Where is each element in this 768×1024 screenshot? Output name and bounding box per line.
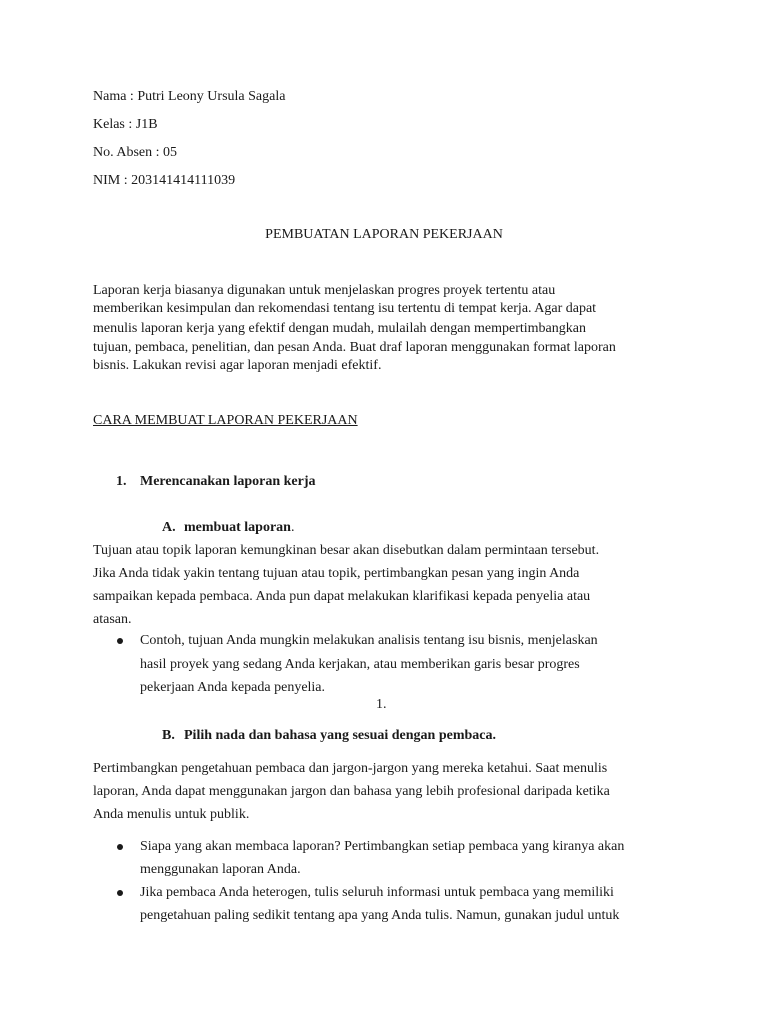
bullet-line: pekerjaan Anda kepada penyelia. xyxy=(140,680,326,695)
intro-line: memberikan kesimpulan dan rekomendasi tentang isu tertentu di tempat kerja. Agar dapat xyxy=(93,301,597,316)
bullet-icon xyxy=(117,890,123,896)
subsection-label: membuat laporan xyxy=(184,520,291,535)
subsection-letter: A. xyxy=(162,520,176,535)
paragraph-line: sampaikan kepada pembaca. Anda pun dapat melakukan klarifikasi kepada penyelia atau xyxy=(93,589,591,604)
step-number: 1. xyxy=(116,474,127,489)
bullet-line: menggunakan laporan Anda. xyxy=(140,862,301,877)
bullet-line: pengetahuan paling sedikit tentang apa yang Anda tulis. Namun, gunakan judul untuk xyxy=(140,908,620,923)
paragraph-line: Tujuan atau topik laporan kemungkinan besar akan disebutkan dalam permintaan tersebut. xyxy=(93,543,600,558)
student-nim: NIM : 203141414111039 xyxy=(93,173,236,188)
intro-line: Laporan kerja biasanya digunakan untuk menjelaskan progres proyek tertentu atau xyxy=(93,283,556,298)
bullet-icon xyxy=(117,638,123,644)
subsection-suffix: . xyxy=(290,520,295,535)
intro-line: bisnis. Lakukan revisi agar laporan menjadi efektif. xyxy=(93,358,382,373)
subsection-label: Pilih nada dan bahasa yang sesuai dengan pembaca. xyxy=(184,728,496,743)
intro-line: menulis laporan kerja yang efektif dengan mudah, mulailah dengan mempertimbangkan xyxy=(93,321,586,336)
section-heading: CARA MEMBUAT LAPORAN PEKERJAAN xyxy=(93,413,358,428)
bullet-line: Jika pembaca Anda heterogen, tulis seluruh informasi untuk pembaca yang memiliki xyxy=(140,885,614,900)
paragraph-line: laporan, Anda dapat menggunakan jargon dan bahasa yang lebih profesional daripada ketika xyxy=(93,784,610,799)
bullet-line: Contoh, tujuan Anda mungkin melakukan analisis tentang isu bisnis, menjelaskan xyxy=(140,633,598,648)
document-title: PEMBUATAN LAPORAN PEKERJAAN xyxy=(265,227,503,242)
paragraph-line: Jika Anda tidak yakin tentang tujuan atau topik, pertimbangkan pesan yang ingin Anda xyxy=(93,566,580,581)
bullet-line: Siapa yang akan membaca laporan? Pertimbangkan setiap pembaca yang kiranya akan xyxy=(140,839,625,854)
paragraph-line: Pertimbangkan pengetahuan pembaca dan jargon-jargon yang mereka ketahui. Saat menulis xyxy=(93,761,608,776)
page-number: 1. xyxy=(376,697,387,712)
paragraph-line: atasan. xyxy=(93,612,132,627)
subsection-heading xyxy=(184,519,294,537)
step-label: Merencanakan laporan kerja xyxy=(140,474,316,489)
student-class: Kelas : J1B xyxy=(93,117,158,132)
student-absence-number: No. Absen : 05 xyxy=(93,145,177,160)
student-name: Nama : Putri Leony Ursula Sagala xyxy=(93,89,286,104)
intro-line: tujuan, pembaca, penelitian, dan pesan Anda. Buat draf laporan menggunakan format laporan xyxy=(93,340,616,355)
bullet-line: hasil proyek yang sedang Anda kerjakan, atau memberikan garis besar progres xyxy=(140,657,580,672)
bullet-icon xyxy=(117,844,123,850)
subsection-letter: B. xyxy=(162,728,175,743)
paragraph-line: Anda menulis untuk publik. xyxy=(93,807,250,822)
